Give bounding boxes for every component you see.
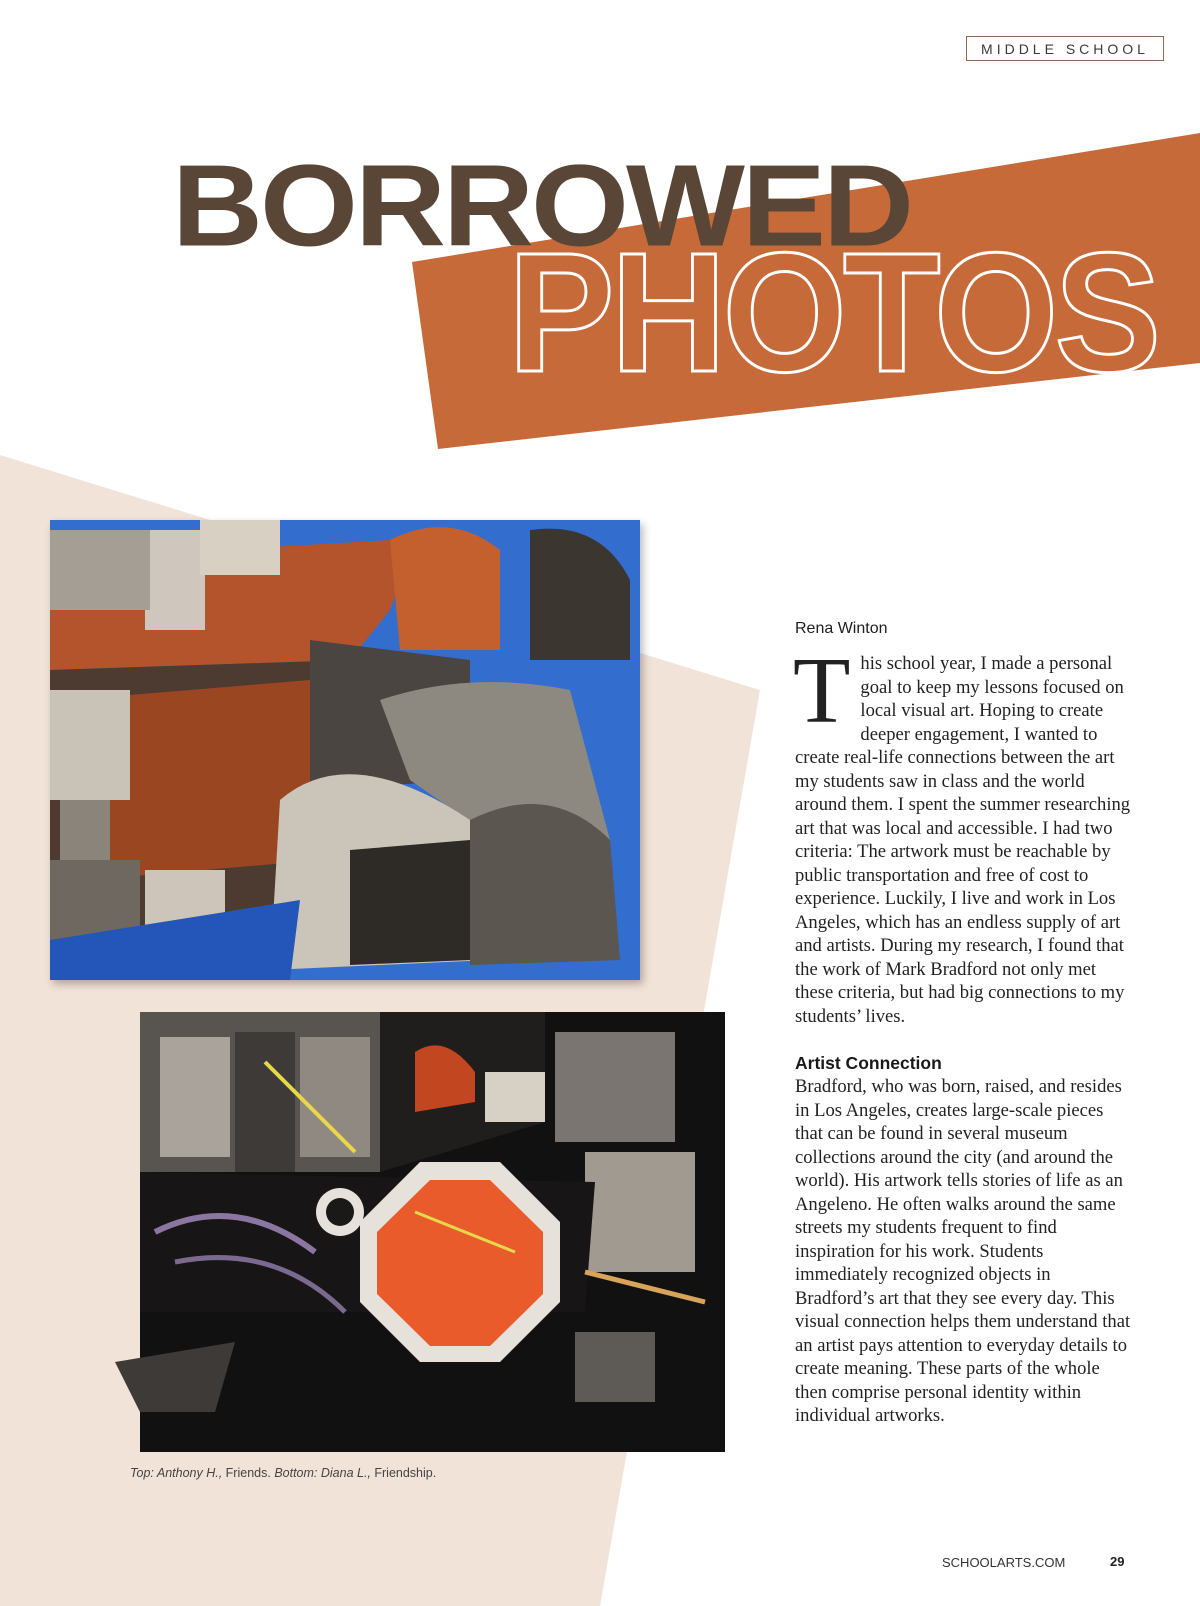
intro-paragraph [793,639,1133,1028]
caption-top-title: Friends. [225,1466,271,1480]
author-byline: Rena Winton [795,620,888,637]
page-number: 29 [1110,1554,1125,1569]
caption-bottom-title: Friendship. [374,1466,437,1480]
artwork-friends-collage [50,520,640,980]
drop-cap: T [793,639,851,743]
article-body [793,639,1133,1428]
artwork-friendship-collage [115,1012,725,1452]
section-tag: MIDDLE SCHOOL [966,36,1164,61]
artwork-caption [130,1466,436,1480]
footer-website: SCHOOLARTS.COM [942,1555,1066,1570]
section-subhead: Artist Connection [795,1053,942,1073]
caption-bottom-label: Bottom: Diana L., [274,1466,371,1480]
section-paragraph: Bradford, who was born, raised, and resides in Los Angeles, creates large-scale pieces that can be found in several museum collections around the city (and around the world). His artwork tells stories of life as an Angeleno. He often walks around the same streets my students frequent to find inspiration for his work. Students immediately recognized objects in Bradford’s art that they see every day. This visual connection helps them understand that an artist pays attention to everyday details to create meaning. These parts of the whole then comprise personal identity within individual artworks. [795,1076,1131,1426]
caption-top-label: Top: Anthony H., [130,1466,223,1480]
intro-text: his school year, I made a personal goal to keep my lessons focused on local visual art. Hoping to create deeper engagement, I wanted to create real-life connections between the art my students saw in class and the world around them. I spent the summer researching art that was local and accessible. I had two criteria: The artwork must be reachable by public transportation and free of cost to experience. Luckily, I live and work in Los Angeles, which has an endless supply of art and artists. During my research, I found that the work of Mark Bradford not only met these criteria, but had big connections to my students’ lives. [795,653,1131,1027]
headline-line-1: BORROWED [172,140,911,271]
headline-line-2: PHOTOS [508,218,1158,408]
